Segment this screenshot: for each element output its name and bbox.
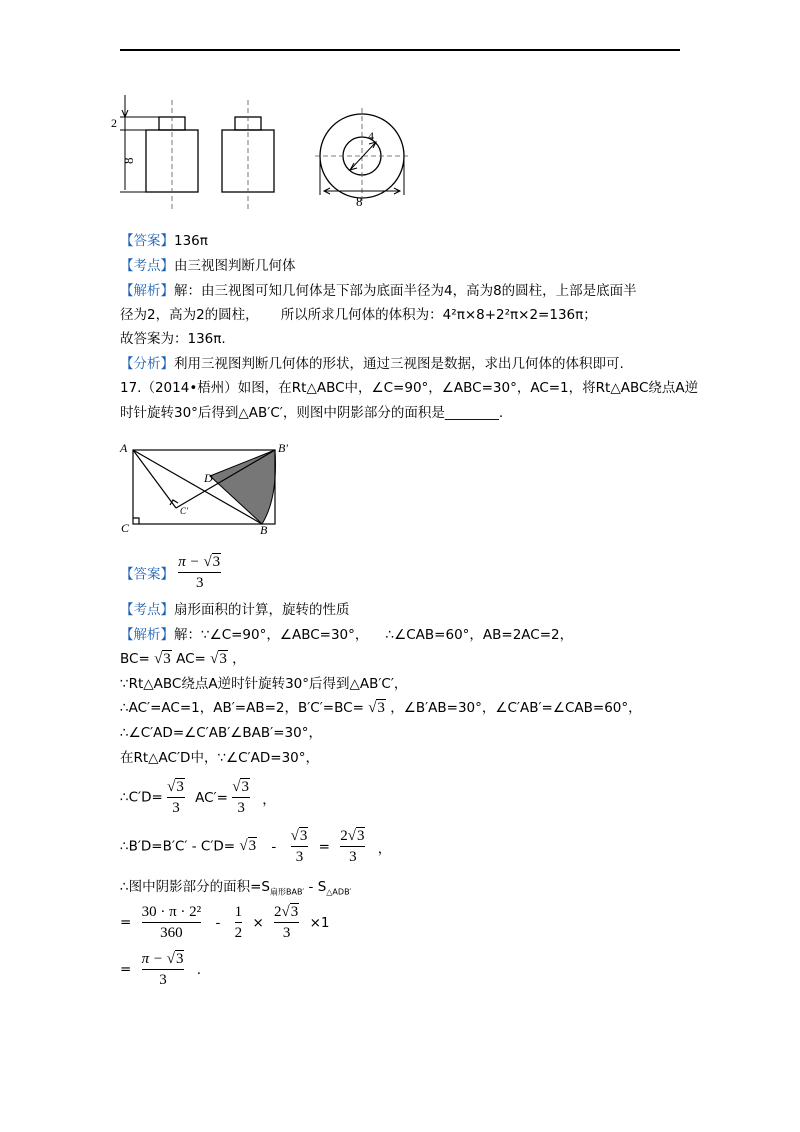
dim-label-8: 8 [121,157,136,164]
jiexi-text: 解：由三视图可知几何体是下部为底面半径为4，高为8的圆柱，上部是底面半 [174,283,637,299]
question-text: 时针旋转30°后得到△AB′C′，则图中阴影部分的面积是________. [120,405,504,421]
jiexi-tag: 【解析】 [120,627,174,643]
q17-line-eq: ∴AC′=AC=1，AB′=AB=2，B′C′=BC= √3 ，∠B′AB=30°，∠C′AB′=∠CAB=60°， [120,700,642,716]
jiexi-text: 解：∵∠C=90°，∠ABC=30°， ∴∠CAB=60°，AB=2AC=2， [174,627,574,643]
q16-jiexi-line-3 [120,327,226,347]
answer-tag: 【答案】 [120,566,174,583]
q16-fenxi-line [120,352,624,372]
q17-line-cd: ∴C′D= $\frac{√3}{3}$ AC′= $\frac{√3}{3}$ ， [120,779,276,816]
label-C-prime: C′ [180,506,188,516]
q16-jiexi-line-1 [120,279,637,299]
q17-line-bc: BC= √3 AC= √3 ， [120,651,246,667]
kaodian-tag: 【考点】 [120,258,174,274]
answer-fraction: $\frac{\pi - √3}{3}$ [178,554,221,591]
answer-tag: 【答案】 [120,233,174,249]
q16-answer-line [120,229,208,249]
q17-line-formula-2: = $\frac{\pi - √3}{3}$ . [120,951,202,988]
q17-kaodian-line [120,598,350,618]
kaodian-text: 由三视图判断几何体 [174,258,296,274]
label-C: C [121,521,130,535]
dim-label-2: 2 [111,116,117,130]
q16-jiexi-line-2 [120,303,597,323]
q17-line-formula-1: = $\frac{\text{30 · π · 2²}}{360}$ - $\frac{1}{2}$ × $\frac{2√3}{3}$ ×1 [120,904,330,941]
q17-line-angle: ∴∠C′AD=∠C′AB′∠BAB′=30°， [120,725,322,741]
kaodian-text: 扇形面积的计算，旋转的性质 [174,602,350,618]
answer-value: 136π [174,233,208,249]
label-A: A [120,441,128,455]
label-D: D [204,471,213,485]
kaodian-tag: 【考点】 [120,602,174,618]
question-text: 17.（2014•梧州）如图，在Rt△ABC中，∠C=90°，∠ABC=30°，AC=1，将Rt△ABC绕点A逆 [120,380,699,396]
q17-stem-2 [120,401,503,421]
fenxi-text: 利用三视图判断几何体的形状，通过三视图是数据，求出几何体的体积即可. [174,356,624,372]
q17-line-bd: ∴B′D=B′C′ - C′D= √3 - $\frac{√3}{3}$ = $\frac{2√3}{3}$ ， [120,828,392,865]
q17-line-rt: 在Rt△AC′D中，∵∠C′AD=30°， [120,750,319,766]
three-view-figure [110,90,410,215]
dim-label-diameter: 8 [356,194,363,209]
jiexi-text: 所以所求几何体的体积为：4²π×8+2²π×2=136π； [280,307,597,323]
jiexi-tag: 【解析】 [120,283,174,299]
header-rule [120,49,680,51]
q17-answer-line [120,553,221,592]
rotation-figure [118,438,288,538]
q17-line-rot: ∵Rt△ABC绕点A逆时针旋转30°后得到△AB′C′， [120,676,408,692]
q17-stem-1 [120,376,698,396]
dim-label-4: 4 [368,129,374,143]
q16-kaodian-line [120,254,296,274]
label-B: B [260,523,268,537]
jiexi-text: 径为2，高为2的圆柱， [120,307,259,323]
q17-jiexi-line-1 [120,623,573,643]
q17-line-area: ∴图中阴影部分的面积$=S_{扇形BAB'} - S_{\triangle ADB'}$ [120,879,352,897]
label-B-prime: B′ [278,441,288,455]
jiexi-text: 故答案为：136π. [120,331,226,347]
fenxi-tag: 【分析】 [120,356,174,372]
